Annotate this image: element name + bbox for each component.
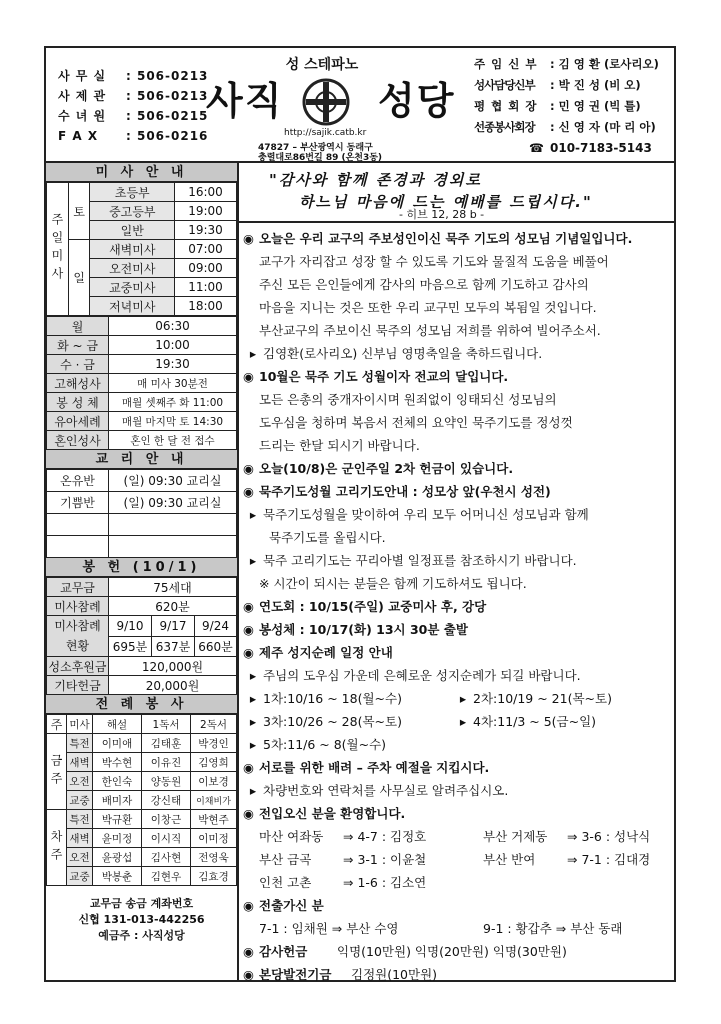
mass-section-title: 미 사 안 내 [46,163,237,182]
table-row [47,536,237,558]
notice-6-title: ◉ 봉성체 : 10/17(화) 13시 30분 출발 [243,622,468,637]
list-item: 인천 고촌 ⇒ 1-6 : 김소연 [259,875,427,890]
list-item: 부산 금곡 ⇒ 3-1 : 이윤철 부산 반여 ⇒ 7-1 : 김대경 [259,852,651,867]
staff-pastor: 주 임 신 부 : 김 영 환 (로사리오) [474,57,659,71]
table-row: 유아세례 매월 마지막 토 14:30 [47,412,237,431]
scripture-line-1: "감사와 함께 존경과 경외로 [269,171,482,189]
notices: ◉ 오늘은 우리 교구의 주보성인이신 묵주 기도의 성모님 기념일입니다. 교구가 자리잡고 성장 할 수 있도록 기도와 물질적 도움을 베풀어 주신 모든 은인들에게 감사의 마음으로 함께 기도하고 감사의 마음을 지니는 것은 또한 우리 교구민 모두의 복됨일 것입니다. 부산교구의 주보이신 묵주의 성모님 저희를 위하여 빌어주소서. ▸ 김영환(로사리오) 신부님 영명축일을 축하드립니다. ◉ 10월은 묵주 기도 성월이자 전교의 달입니다. 모든 은총의 중개자이시며 원죄없이 잉태되신 성모님의 도우심을 청하며 복음서 전체의 요약인 묵주기도를 정성껏 드리는 한달 되시기 바랍니다. ◉ 오늘(10/8)은 군인주일 2차 헌금이 있습니다. ◉ 묵주기도성월 고리기도안내 : 성모상 앞(우천시 성전) ▸ 묵주기도성월을 맞이하여 우리 모두 어머니신 성모님과 함께 묵주기도를 올립시다. ▸ 묵주 고리기도는 꾸리아별 일정표를 참조하시기 바랍니다. ※ 시간이 되시는 분들은 함께 기도하셔도 됩니다. ◉ 연도회 : 10/15(주일) 교중미사 후, 강당 ◉ 봉성체 : 10/17(화) 13시 30분 출발 ◉ 제주 성지순례 일정 안내 ▸ 주님의 도우심 가운데 은혜로운 성지순례가 되길 바랍니다. ▸ 1차:10/16 ~ 18(월~수) ▸ 2차:10/19 ~ 21(목~토) ▸ 3차:10/26 ~ 28(목~토) ▸ 4차:11/3 ~ 5(금~일) ▸ 5차:11/6 ~ 8(월~수) ◉ 서로를 위한 배려 – 주차 예절을 지킵시다. ▸ 차량번호와 연락처를 사무실로 알려주십시오. ◉ 전입오신 분을 환영합니다. 마산 여좌동 ⇒ 4-7 : 김정호 부산 거제동 ⇒ 3-6 : 성낙식 부산 금곡 ⇒ 3-1 : 이윤철 부산 반여 ⇒ 7-1 : 김대경 인천 고촌 ⇒ 1-6 : 김소연 ◉ 전출가신 분 7-1 : 임채원 ⇒ 부산 수영 9-1 : 황갑추 ⇒ 부산 동래 ◉ 감사헌금 익명(10만원) 익명(20만원) 익명(30만원) ◉ 본당발전기금 김정원(10만원) [243,227,671,986]
sunday-mass-label: 주일미사 [47,183,69,316]
notice-12: ◉ 본당발전기금 김정원(10만원) [243,967,438,982]
table-row: 일반 19:30 [47,221,237,240]
notice-7-title: ◉ 제주 성지순례 일정 안내 [243,645,393,660]
account-info: 교무금 송금 계좌번호 신협 131-013-442256 예금주 : 사직성당 [78,897,205,942]
table-row: 미사참례 현황 9/10 9/17 9/24 [47,616,237,637]
website-url[interactable]: http://sajik.catb.kr [284,128,367,138]
contact-fax: F A X : 506-0216 [58,129,209,143]
phone-row: ☎ 010-7183-5143 [474,138,672,159]
table-row: 월 06:30 [47,317,237,336]
notice-2-title: ◉ 10월은 묵주 기도 성월이자 전교의 달입니다. [243,369,509,384]
doctrine-table [46,469,237,558]
address-line-2: 충렬대로86번길 89 (온천3동) [258,153,383,163]
contact-list [58,66,218,146]
table-row: 교중미사 11:00 [47,278,237,297]
table-row: 일 새벽미사 07:00 [47,240,237,259]
table-row: 오전 한인숙 양동원 이보경 [47,772,237,791]
staff-funeral: 선종봉사회장 : 신 영 자 (마 리 아) [474,120,656,134]
notice-8-title: ◉ 서로를 위한 배려 – 주차 예절을 지킵시다. [243,760,490,775]
table-row: 교중 박봉춘 김현우 김효경 [47,867,237,886]
table-row: 수 · 금 19:30 [47,355,237,374]
table-row: 온유반 (일) 09:30 교리실 [47,470,237,492]
table-row: 교중 배미자 강신태 이채비가 [47,791,237,810]
list-item: 7-1 : 임채원 ⇒ 부산 수영 9-1 : 황갑추 ⇒ 부산 동래 [259,921,623,936]
notice-3-title: ◉ 오늘(10/8)은 군인주일 2차 헌금이 있습니다. [243,461,514,476]
table-row: 성소후원금 120,000원 [47,657,237,676]
left-column [46,163,239,980]
right-column [239,163,674,980]
contact-office: 사 무 실 : 506-0213 [58,69,209,83]
table-row: 중고등부 19:00 [47,202,237,221]
attendance-history-label: 미사참례 현황 [47,616,109,657]
table-row: 고해성사 매 미사 30분전 [47,374,237,393]
telephone-icon: ☎ [529,141,544,155]
scripture-banner [239,163,674,223]
table-row: 주 미사 해설 1독서 2독서 [47,715,237,734]
table-row: 기타헌금 20,000원 [47,676,237,695]
notice-1-title: ◉ 오늘은 우리 교구의 주보성인이신 묵주 기도의 성모님 기념일입니다. [243,231,633,246]
table-row [47,514,237,536]
church-name-first: 사직 [206,78,284,123]
liturgy-table [46,714,237,886]
table-row: 오전 윤광섭 김사현 전영욱 [47,848,237,867]
table-row: 저녁미사 18:00 [47,297,237,316]
bulletin-page [44,46,676,982]
scripture-reference: - 히브 12, 28 b - [399,208,485,221]
contact-convent: 수 녀 원 : 506-0215 [58,109,209,123]
notice-10-title: ◉ 전출가신 분 [243,898,324,913]
doctrine-section-title: 교 리 안 내 [46,450,237,469]
offering-table [46,577,237,695]
table-row: 금주 특전 이미애 김태훈 박경인 [47,734,237,753]
next-week-label: 차주 [47,810,67,886]
table-row: 교무금 75세대 [47,578,237,597]
notice-5-title: ◉ 연도회 : 10/15(주일) 교중미사 후, 강당 [243,599,487,614]
notice-1-sub: ▸ 김영환(로사리오) 신부님 영명축일을 축하드립니다. [249,346,543,361]
notice-9-title: ◉ 전입오신 분을 환영합니다. [243,806,406,821]
table-row: 봉 성 체 매월 셋째주 화 11:00 [47,393,237,412]
table-row: 화 ~ 금 10:00 [47,336,237,355]
table-row: 혼인성사 혼인 한 달 전 접수 [47,431,237,450]
table-row: 오전미사 09:00 [47,259,237,278]
address-line-1: 47827 – 부산광역시 동래구 [258,143,373,153]
liturgy-section-title: 전 례 봉 사 [46,695,237,714]
staff-list [474,54,672,159]
mass-schedule-table [46,182,237,316]
notice-11: ◉ 감사헌금 익명(10만원) 익명(20만원) 익명(30만원) [243,944,567,959]
table-row: 차주 특전 박규환 이창근 박현주 [47,810,237,829]
contact-rectory: 사 제 관 : 506-0213 [58,89,209,103]
scripture-line-2: 하느님 마음에 드는 예배를 드립시다." [299,193,593,211]
table-row: 새벽 박수현 이유진 김영희 [47,753,237,772]
notice-4-title: ◉ 묵주기도성월 고리기도안내 : 성모상 앞(우천시 성전) [243,484,551,499]
table-row: 미사참례 620분 [47,597,237,616]
sunday-label: 일 [68,240,90,316]
this-week-label: 금주 [47,734,67,810]
table-row: 695분 637분 660분 [47,636,237,657]
church-name-second: 성당 [378,78,456,123]
table-row: 주일미사 토 초등부 16:00 [47,183,237,202]
weekday-mass-table [46,316,237,450]
table-row: 새벽 윤미정 이시직 이미정 [47,829,237,848]
offering-section-title: 봉 헌 (10/1) [46,558,237,577]
staff-council: 평 협 회 장 : 민 영 권 (빅 틀) [474,99,641,113]
table-row: 기쁨반 (일) 09:30 교리실 [47,492,237,514]
list-item: 마산 여좌동 ⇒ 4-7 : 김정호 부산 거제동 ⇒ 3-6 : 성낙식 [259,829,651,844]
church-subtitle: 성 스테파노 [285,57,359,73]
bulletin-header [46,48,674,163]
church-logo-icon [286,72,366,132]
saturday-label: 토 [68,183,90,240]
staff-assistant: 성사담당신부 : 박 진 성 (비 오) [474,78,641,92]
